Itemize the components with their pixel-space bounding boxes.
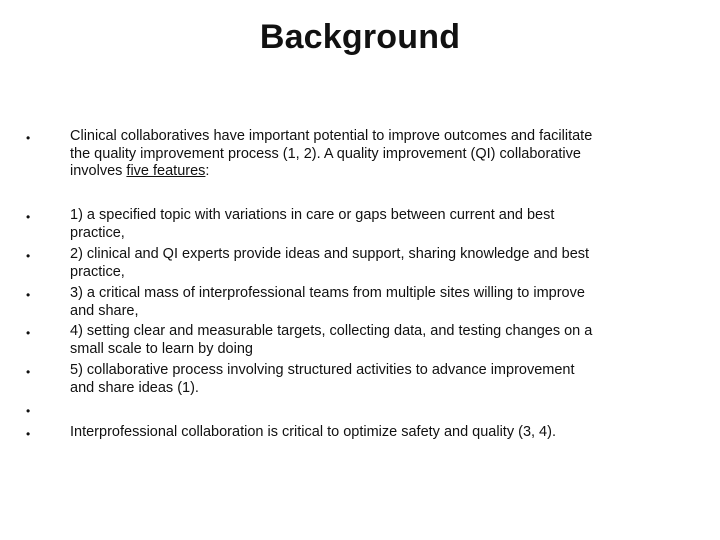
bullet-marker: • [26, 131, 31, 145]
intro-line-3 [70, 163, 680, 181]
feature-item-5 [70, 362, 680, 397]
bullet-marker: • [26, 249, 31, 263]
intro-line-1: Clinical collaboratives have important potential to improve outcomes and facilitate [70, 128, 593, 144]
intro-paragraph [70, 128, 680, 181]
feature-item-1 [70, 207, 680, 242]
five-features-term: five features [126, 163, 206, 179]
feature-line: and share ideas (1). [70, 379, 199, 396]
intro-line-3-end: : [205, 163, 210, 179]
closing-statement: Interprofessional collaboration is critical to optimize safety and quality (3, 4). [70, 424, 556, 440]
feature-line: 1) a specified topic with variations in care or gaps between current and best [70, 207, 555, 223]
bullet-marker: • [26, 365, 31, 379]
bullet-marker-empty: • [26, 404, 31, 418]
feature-line: 3) a critical mass of interprofessional teams from multiple sites willing to improve [70, 285, 585, 301]
feature-line: 2) clinical and QI experts provide ideas and support, sharing knowledge and best [70, 246, 590, 262]
bullet-marker: • [26, 288, 31, 302]
feature-item-2 [70, 246, 680, 281]
feature-item-4 [70, 323, 680, 358]
feature-line: small scale to learn by doing [70, 340, 253, 357]
feature-line: 5) collaborative process involving structured activities to advance improvement [70, 362, 575, 378]
intro-line-3-start: involves [70, 163, 127, 179]
bullet-marker: • [26, 210, 31, 224]
feature-item-3 [70, 285, 680, 320]
feature-line: 4) setting clear and measurable targets, collecting data, and testing changes on a [70, 323, 593, 339]
feature-line: practice, [70, 263, 125, 280]
slide-title: Background [259, 18, 461, 56]
feature-line: and share, [70, 302, 139, 319]
bullet-marker: • [26, 326, 31, 340]
feature-line: practice, [70, 224, 125, 241]
intro-line-2: the quality improvement process (1, 2). A quality improvement (QI) collaborative [70, 145, 581, 162]
bullet-marker: • [26, 427, 31, 441]
